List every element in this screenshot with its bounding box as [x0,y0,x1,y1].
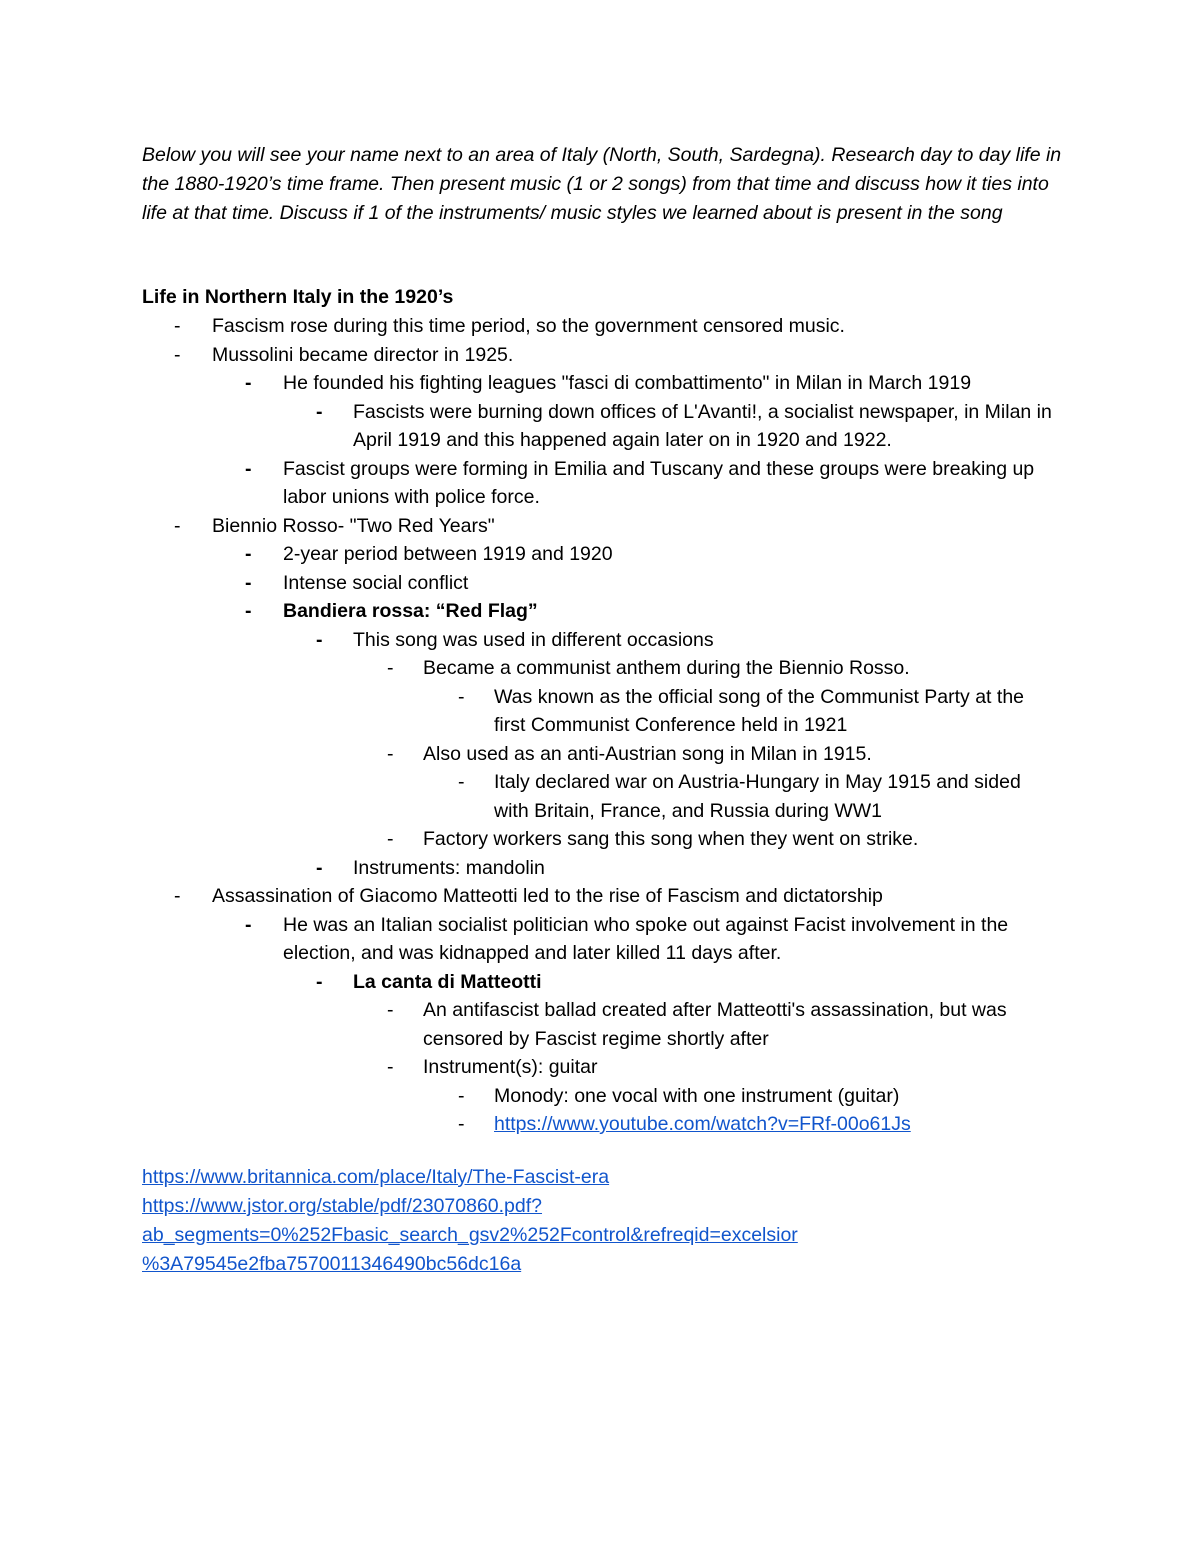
list-item-text: He was an Italian socialist politician who spoke out against Facist involvement in the election, and was kidnapped and later killed 11 days after. [283,913,1009,964]
list-item [0,626,1200,655]
youtube-link[interactable]: https://www.youtube.com/watch?v=FRf-00o61Js [494,1113,911,1135]
list-item [0,968,1200,997]
list-item [0,569,1200,598]
reference-links [142,1163,1072,1279]
list-item-text: Assassination of Giacomo Matteotti led to the rise of Fascism and dictatorship [212,885,883,907]
bullet-dash: - [245,372,252,394]
list-item [0,341,1200,370]
list-item [0,1082,1200,1111]
list-item-text: Also used as an anti-Austrian song in Milan in 1915. [423,742,872,765]
list-item [0,768,1200,825]
jstor-link[interactable]: https://www.jstor.org/stable/pdf/23070860.pdf? [142,1195,543,1217]
list-item-text: An antifascist ballad created after Matteotti's assassination, but was censored by Fascist regime shortly after [423,999,1007,1050]
assignment-instructions: Below you will see your name next to an area of Italy (North, South, Sardegna). Research day to day life in the 1880-1920’s time frame. Then present music (1 or 2 songs) from that time and discuss how it ties into life at that time. Discuss if 1 of the instruments/ music styles we learned about is present in the song [142,144,1062,224]
bullet-dash: - [245,571,252,594]
list-item [0,740,1200,769]
list-item-text: Became a communist anthem during the Biennio Rosso. [423,657,910,679]
list-item-text: He founded his fighting leagues "fasci di combattimento" in Milan in March 1919 [283,372,972,394]
list-item [0,312,1200,341]
bullet-dash: - [458,1084,465,1107]
list-item [0,1053,1200,1082]
list-item [0,398,1200,455]
bullet-dash: - [245,543,252,565]
section-heading: Life in Northern Italy in the 1920’s [142,286,454,308]
list-item [0,1110,1200,1139]
bullet-dash: - [245,913,252,936]
list-item-text: Intense social conflict [283,571,469,594]
list-item [0,854,1200,883]
bullet-dash: - [174,885,181,907]
list-item-text: Mussolini became director in 1925. [212,343,514,366]
list-item-text: Fascism rose during this time period, so the government censored music. [212,315,845,337]
list-item-text: Italy declared war on Austria-Hungary in May 1915 and sided with Britain, France, and Russia during WW1 [494,771,1021,822]
song-title: La canta di Matteotti [353,970,542,993]
bullet-dash: - [387,999,394,1021]
list-item-text: Instrument(s): guitar [423,1056,598,1078]
bullet-dash: - [387,742,394,765]
bullet-dash: - [174,315,181,337]
list-item-text: Fascists were burning down offices of L'Avanti!, a socialist newspaper, in Milan in April 1919 and this happened again later on in 1920 and 1922. [353,400,1052,451]
list-item-text: Instruments: mandolin [353,856,545,879]
outline-list [0,312,1200,1139]
bullet-dash: - [316,628,323,651]
bullet-dash: - [316,970,323,993]
list-item [0,882,1200,911]
list-item [0,369,1200,398]
list-item [0,455,1200,512]
list-item-text: Monody: one vocal with one instrument (guitar) [494,1084,900,1107]
bullet-dash: - [387,657,394,679]
bullet-dash: - [458,685,465,708]
list-item [0,512,1200,541]
bullet-dash: - [245,457,252,480]
bullet-dash: - [245,600,252,622]
list-item-text: Was known as the official song of the Communist Party at the first Communist Conference held in 1921 [494,685,1025,736]
list-item-text: 2-year period between 1919 and 1920 [283,543,613,565]
list-item [0,996,1200,1053]
jstor-link-continued[interactable]: ab_segments=0%252Fbasic_search_gsv2%252Fcontrol&refreqid=excelsior [142,1224,798,1246]
bullet-dash: - [174,343,181,366]
bullet-dash: - [387,1056,394,1078]
bullet-dash: - [458,1113,465,1135]
britannica-link[interactable]: https://www.britannica.com/place/Italy/The-Fascist-era [142,1166,610,1188]
list-item-text: This song was used in different occasions [353,628,714,651]
bullet-dash: - [387,828,394,850]
bullet-dash: - [316,400,323,423]
list-item-text: Fascist groups were forming in Emilia and Tuscany and these groups were breaking up labor unions with police force. [283,457,1035,508]
list-item [0,911,1200,968]
list-item-text: Factory workers sang this song when they went on strike. [423,828,919,850]
bullet-dash: - [174,514,181,537]
bullet-dash: - [316,856,323,879]
list-item-text: Biennio Rosso- "Two Red Years" [212,514,495,537]
list-item [0,683,1200,740]
jstor-link-continued[interactable]: %3A79545e2fba7570011346490bc56dc16a [142,1253,522,1275]
list-item [0,597,1200,626]
song-title: Bandiera rossa: “Red Flag” [283,600,538,622]
list-item [0,654,1200,683]
list-item [0,540,1200,569]
bullet-dash: - [458,771,465,793]
list-item [0,825,1200,854]
